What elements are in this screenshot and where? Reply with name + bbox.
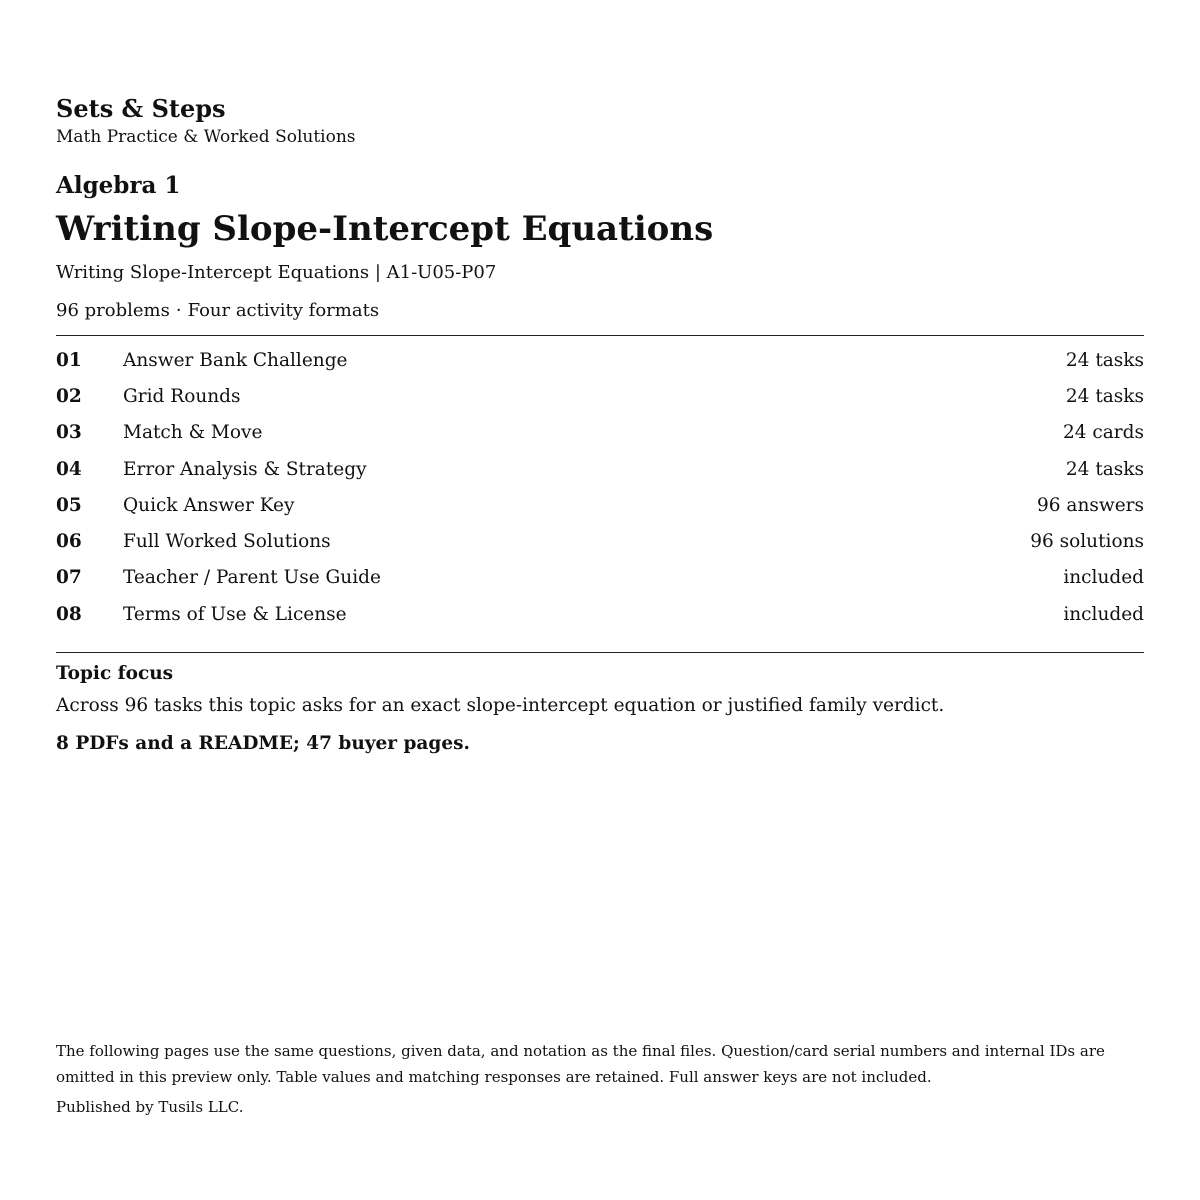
format-count: Four activity formats bbox=[187, 300, 380, 321]
topic-focus-heading: Topic focus bbox=[56, 663, 174, 684]
item-number: 05 bbox=[56, 494, 82, 516]
list-item bbox=[56, 523, 1144, 559]
item-label: Teacher / Parent Use Guide bbox=[123, 567, 381, 589]
item-label: Quick Answer Key bbox=[123, 494, 295, 516]
item-number: 04 bbox=[56, 458, 82, 480]
preview-disclaimer: The following pages use the same questions, given data, and notation as the final files. Question/card serial numbers and internal IDs are omitted in this preview only. Table values and matching responses are retained. Full answer keys are not included. bbox=[56, 1042, 1105, 1086]
list-item bbox=[56, 415, 1144, 451]
brand-tagline: Math Practice & Worked Solutions bbox=[56, 127, 356, 147]
item-number: 02 bbox=[56, 385, 82, 407]
list-item bbox=[56, 560, 1144, 596]
item-count: 24 tasks bbox=[1065, 458, 1144, 480]
files-note: 8 PDFs and a README; 47 buyer pages. bbox=[56, 733, 470, 754]
list-item bbox=[56, 342, 1144, 378]
page-title: Writing Slope-Intercept Equations bbox=[56, 209, 714, 249]
item-count: 24 tasks bbox=[1065, 349, 1144, 371]
document-page bbox=[56, 0, 1144, 1200]
course-name: Algebra 1 bbox=[56, 172, 181, 199]
list-item bbox=[56, 487, 1144, 523]
publisher-line: Published by Tusils LLC. bbox=[56, 1098, 244, 1116]
contents-list bbox=[56, 342, 1144, 632]
meta-separator: · bbox=[175, 300, 182, 321]
item-label: Answer Bank Challenge bbox=[123, 349, 348, 371]
meta-line bbox=[56, 298, 379, 324]
divider-top bbox=[56, 335, 1144, 336]
brand-name: Sets & Steps bbox=[56, 94, 226, 123]
topic-focus-text: Across 96 tasks this topic asks for an exact slope-intercept equation or justified family verdict. bbox=[56, 695, 945, 716]
item-count: 96 solutions bbox=[1030, 531, 1144, 553]
item-count: included bbox=[1063, 567, 1144, 589]
list-item bbox=[56, 378, 1144, 414]
list-item bbox=[56, 451, 1144, 487]
item-label: Error Analysis & Strategy bbox=[123, 458, 367, 480]
list-item bbox=[56, 596, 1144, 632]
item-label: Match & Move bbox=[123, 422, 263, 444]
problem-count: 96 problems bbox=[56, 300, 170, 321]
item-label: Full Worked Solutions bbox=[123, 531, 331, 553]
item-count: included bbox=[1063, 603, 1144, 625]
item-number: 03 bbox=[56, 422, 82, 444]
divider-bottom bbox=[56, 652, 1144, 653]
item-label: Terms of Use & License bbox=[123, 603, 347, 625]
item-number: 07 bbox=[56, 567, 82, 589]
item-count: 96 answers bbox=[1037, 494, 1144, 516]
item-number: 06 bbox=[56, 531, 82, 553]
item-number: 01 bbox=[56, 349, 82, 371]
page-subtitle: Writing Slope-Intercept Equations | A1-U05-P07 bbox=[56, 262, 497, 283]
item-number: 08 bbox=[56, 603, 82, 625]
item-count: 24 cards bbox=[1063, 422, 1144, 444]
item-count: 24 tasks bbox=[1065, 385, 1144, 407]
item-label: Grid Rounds bbox=[123, 385, 241, 407]
